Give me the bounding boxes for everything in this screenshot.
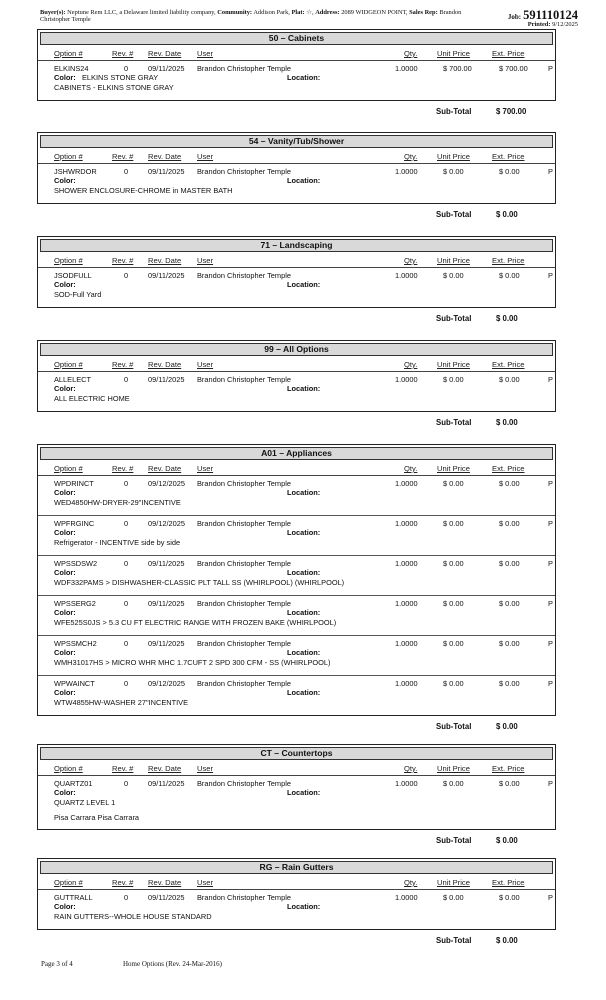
unit-price: $ 0.00 — [443, 893, 464, 902]
section-title: CT – Countertops — [40, 747, 553, 760]
revision-date: 09/11/2025 — [148, 64, 185, 73]
subtotal-value: $ 0.00 — [496, 936, 518, 945]
ext-price: $ 0.00 — [499, 679, 520, 688]
option-code: ELKINS24 — [54, 64, 89, 73]
form-revision: Home Options (Rev. 24-Mar-2016) — [123, 960, 222, 968]
quantity: 1.0000 — [395, 167, 418, 176]
subtotal-row — [0, 210, 606, 222]
ext-price: $ 0.00 — [499, 167, 520, 176]
col-unit-price-header: Unit Price — [437, 360, 470, 369]
user-name: Brandon Christopher Temple — [197, 271, 291, 280]
buyer-label: Buyer(s): — [40, 9, 66, 16]
col-unit-price-header: Unit Price — [437, 464, 470, 473]
col-qty-header: Qty. — [404, 764, 418, 773]
item-description: CABINETS - ELKINS STONE GRAY — [54, 83, 174, 92]
col-qty-header: Qty. — [404, 49, 418, 58]
location-label: Location: — [287, 568, 321, 577]
user-name: Brandon Christopher Temple — [197, 64, 291, 73]
col-option-header: Option # — [54, 764, 83, 773]
unit-price: $ 0.00 — [443, 679, 464, 688]
col-unit-price-header: Unit Price — [437, 256, 470, 265]
section-title: A01 – Appliances — [40, 447, 553, 460]
col-user-header: User — [197, 464, 214, 473]
sales-rep-value: Brandon Christopher Temple — [40, 9, 462, 24]
subtotal-row — [0, 722, 606, 734]
status-flag: P — [548, 64, 553, 73]
user-name: Brandon Christopher Temple — [197, 519, 291, 528]
color-label: Color: — [54, 176, 76, 185]
ext-price: $ 0.00 — [499, 271, 520, 280]
item-description: SOD-Full Yard — [54, 290, 102, 299]
location-label: Location: — [287, 73, 321, 82]
revision-date: 09/11/2025 — [148, 893, 185, 902]
status-flag: P — [548, 519, 553, 528]
color-label: Color: — [54, 384, 76, 393]
option-item — [38, 596, 555, 636]
quantity: 1.0000 — [395, 599, 418, 608]
ext-price: $ 0.00 — [499, 893, 520, 902]
option-section — [37, 236, 556, 308]
option-code: WPSSDSW2 — [54, 559, 98, 568]
col-unit-price-header: Unit Price — [437, 152, 470, 161]
unit-price: $ 700.00 — [443, 64, 472, 73]
col-option-header: Option # — [54, 256, 83, 265]
job-label: Job: — [507, 13, 522, 21]
col-option-header: Option # — [54, 49, 83, 58]
user-name: Brandon Christopher Temple — [197, 679, 291, 688]
revision-date: 09/12/2025 — [148, 479, 185, 488]
revision-number: 0 — [124, 779, 129, 788]
buyer-value: Neptune Rem LLC, a Delaware limited liability company, — [67, 9, 216, 16]
subtotal-label: Sub-Total — [436, 107, 472, 116]
subtotal-label: Sub-Total — [436, 722, 472, 731]
ext-price: $ 0.00 — [499, 559, 520, 568]
item-description: WFE525S0JS > 5.3 CU FT ELECTRIC RANGE WITH FROZEN BAKE (WHIRLPOOL) — [54, 618, 337, 627]
revision-date: 09/11/2025 — [148, 639, 185, 648]
item-description: Refrigerator - INCENTIVE side by side — [54, 538, 181, 547]
color-label: Color: — [54, 788, 76, 797]
item-description: WMH31017HS > MICRO WHR MHC 1.7CUFT 2 SPD 300 CFM - SS (WHIRLPOOL) — [54, 658, 331, 667]
section-title: 99 – All Options — [40, 343, 553, 356]
color-label: Color: — [54, 688, 76, 697]
option-section — [37, 29, 556, 101]
subtotal-label: Sub-Total — [436, 936, 472, 945]
col-rev-header: Rev. # — [112, 360, 134, 369]
status-flag: P — [548, 639, 553, 648]
color-label: Color: — [54, 488, 76, 497]
subtotal-label: Sub-Total — [436, 210, 472, 219]
item-description-extra: Pisa Carrara Pisa Carrara — [54, 813, 140, 822]
plat-label: Plat: — [291, 9, 305, 16]
option-section — [37, 444, 556, 716]
col-user-header: User — [197, 764, 214, 773]
location-label: Location: — [287, 280, 321, 289]
col-ext-price-header: Ext. Price — [492, 152, 525, 161]
quantity: 1.0000 — [395, 679, 418, 688]
col-user-header: User — [197, 152, 214, 161]
option-code: WPDRINCT — [54, 479, 94, 488]
unit-price: $ 0.00 — [443, 559, 464, 568]
job-info — [508, 8, 578, 28]
col-option-header: Option # — [54, 878, 83, 887]
revision-number: 0 — [124, 64, 129, 73]
location-label: Location: — [287, 648, 321, 657]
user-name: Brandon Christopher Temple — [197, 479, 291, 488]
item-description: WTW4855HW-WASHER 27"INCENTIVE — [54, 698, 189, 707]
color-label: Color: — [54, 902, 76, 911]
col-rev-date-header: Rev. Date — [148, 878, 182, 887]
option-section — [37, 132, 556, 204]
location-label: Location: — [287, 488, 321, 497]
address-value: 2089 WIDGEON POINT, — [341, 9, 408, 16]
status-flag: P — [548, 893, 553, 902]
option-item — [38, 372, 555, 411]
subtotal-value: $ 0.00 — [496, 836, 518, 845]
item-description: SHOWER ENCLOSURE-CHROME in MASTER BATH — [54, 186, 233, 195]
location-label: Location: — [287, 688, 321, 697]
col-rev-date-header: Rev. Date — [148, 152, 182, 161]
col-qty-header: Qty. — [404, 878, 418, 887]
status-flag: P — [548, 679, 553, 688]
column-header-row — [38, 252, 555, 268]
subtotal-row — [0, 314, 606, 326]
revision-number: 0 — [124, 271, 129, 280]
col-rev-date-header: Rev. Date — [148, 49, 182, 58]
sales-rep-label: Sales Rep: — [409, 9, 438, 16]
address-label: Address: — [315, 9, 340, 16]
col-user-header: User — [197, 360, 214, 369]
status-flag: P — [548, 271, 553, 280]
col-rev-header: Rev. # — [112, 256, 134, 265]
ext-price: $ 0.00 — [499, 519, 520, 528]
quantity: 1.0000 — [395, 639, 418, 648]
col-ext-price-header: Ext. Price — [492, 360, 525, 369]
buyer-info — [40, 9, 480, 24]
revision-number: 0 — [124, 375, 129, 384]
subtotal-value: $ 0.00 — [496, 210, 518, 219]
col-option-header: Option # — [54, 152, 83, 161]
quantity: 1.0000 — [395, 375, 418, 384]
section-title: 54 – Vanity/Tub/Shower — [40, 135, 553, 148]
quantity: 1.0000 — [395, 64, 418, 73]
option-section — [37, 858, 556, 930]
col-qty-header: Qty. — [404, 360, 418, 369]
col-rev-date-header: Rev. Date — [148, 464, 182, 473]
col-ext-price-header: Ext. Price — [492, 49, 525, 58]
subtotal-label: Sub-Total — [436, 836, 472, 845]
option-item — [38, 476, 555, 516]
revision-number: 0 — [124, 893, 129, 902]
user-name: Brandon Christopher Temple — [197, 639, 291, 648]
ext-price: $ 0.00 — [499, 639, 520, 648]
option-section — [37, 340, 556, 412]
col-unit-price-header: Unit Price — [437, 49, 470, 58]
section-title: 50 – Cabinets — [40, 32, 553, 45]
col-qty-header: Qty. — [404, 464, 418, 473]
page-header — [0, 0, 606, 26]
location-label: Location: — [287, 384, 321, 393]
option-section — [37, 744, 556, 830]
col-rev-date-header: Rev. Date — [148, 360, 182, 369]
user-name: Brandon Christopher Temple — [197, 599, 291, 608]
option-item — [38, 556, 555, 596]
subtotal-row — [0, 418, 606, 430]
revision-number: 0 — [124, 519, 129, 528]
revision-number: 0 — [124, 679, 129, 688]
subtotal-value: $ 700.00 — [496, 107, 527, 116]
ext-price: $ 0.00 — [499, 375, 520, 384]
revision-date: 09/11/2025 — [148, 559, 185, 568]
ext-price: $ 0.00 — [499, 599, 520, 608]
status-flag: P — [548, 375, 553, 384]
item-description: RAIN GUTTERS--WHOLE HOUSE STANDARD — [54, 912, 212, 921]
revision-date: 09/11/2025 — [148, 167, 185, 176]
section-title: RG – Rain Gutters — [40, 861, 553, 874]
col-rev-date-header: Rev. Date — [148, 764, 182, 773]
option-code: WPWAINCT — [54, 679, 95, 688]
option-code: WPSSERG2 — [54, 599, 96, 608]
subtotal-row — [0, 107, 606, 119]
color-label: Color: — [54, 73, 76, 82]
revision-number: 0 — [124, 167, 129, 176]
col-user-header: User — [197, 878, 214, 887]
col-rev-header: Rev. # — [112, 152, 134, 161]
color-label: Color: — [54, 528, 76, 537]
option-item — [38, 636, 555, 676]
job-number: 591110124 — [523, 8, 578, 22]
option-code: WPSSMCH2 — [54, 639, 97, 648]
quantity: 1.0000 — [395, 893, 418, 902]
option-item — [38, 890, 555, 929]
column-header-row — [38, 874, 555, 890]
col-ext-price-header: Ext. Price — [492, 464, 525, 473]
ext-price: $ 0.00 — [499, 779, 520, 788]
color-label: Color: — [54, 608, 76, 617]
col-rev-header: Rev. # — [112, 49, 134, 58]
quantity: 1.0000 — [395, 519, 418, 528]
quantity: 1.0000 — [395, 271, 418, 280]
item-description: QUARTZ LEVEL 1 — [54, 798, 116, 807]
revision-date: 09/12/2025 — [148, 519, 185, 528]
printed-label: Printed: — [527, 21, 551, 28]
community-value: Addison Park, — [253, 9, 290, 16]
unit-price: $ 0.00 — [443, 519, 464, 528]
col-user-header: User — [197, 256, 214, 265]
unit-price: $ 0.00 — [443, 479, 464, 488]
option-item — [38, 776, 555, 829]
option-item — [38, 61, 555, 100]
subtotal-row — [0, 836, 606, 848]
option-item — [38, 268, 555, 307]
color-label: Color: — [54, 568, 76, 577]
option-code: JSHWRDOR — [54, 167, 97, 176]
user-name: Brandon Christopher Temple — [197, 559, 291, 568]
ext-price: $ 0.00 — [499, 479, 520, 488]
revision-date: 09/11/2025 — [148, 271, 185, 280]
location-label: Location: — [287, 608, 321, 617]
col-unit-price-header: Unit Price — [437, 764, 470, 773]
status-flag: P — [548, 479, 553, 488]
option-code: ALLELECT — [54, 375, 91, 384]
user-name: Brandon Christopher Temple — [197, 167, 291, 176]
column-header-row — [38, 45, 555, 61]
revision-number: 0 — [124, 639, 129, 648]
color-label: Color: — [54, 280, 76, 289]
column-header-row — [38, 148, 555, 164]
option-code: JSODFULL — [54, 271, 92, 280]
col-ext-price-header: Ext. Price — [492, 256, 525, 265]
col-unit-price-header: Unit Price — [437, 878, 470, 887]
location-label: Location: — [287, 176, 321, 185]
status-flag: P — [548, 779, 553, 788]
revision-number: 0 — [124, 559, 129, 568]
community-label: Community: — [217, 9, 253, 16]
unit-price: $ 0.00 — [443, 375, 464, 384]
col-ext-price-header: Ext. Price — [492, 764, 525, 773]
color-label: Color: — [54, 648, 76, 657]
printed-date: 9/12/2025 — [552, 21, 578, 28]
option-code: QUARTZ01 — [54, 779, 93, 788]
unit-price: $ 0.00 — [443, 599, 464, 608]
location-label: Location: — [287, 902, 321, 911]
revision-date: 09/11/2025 — [148, 599, 185, 608]
user-name: Brandon Christopher Temple — [197, 893, 291, 902]
revision-date: 09/12/2025 — [148, 679, 185, 688]
col-option-header: Option # — [54, 360, 83, 369]
subtotal-label: Sub-Total — [436, 314, 472, 323]
unit-price: $ 0.00 — [443, 271, 464, 280]
quantity: 1.0000 — [395, 559, 418, 568]
status-flag: P — [548, 167, 553, 176]
col-rev-header: Rev. # — [112, 878, 134, 887]
subtotal-value: $ 0.00 — [496, 722, 518, 731]
option-code: WPFRGINC — [54, 519, 95, 528]
unit-price: $ 0.00 — [443, 639, 464, 648]
column-header-row — [38, 356, 555, 372]
col-user-header: User — [197, 49, 214, 58]
status-flag: P — [548, 599, 553, 608]
revision-number: 0 — [124, 599, 129, 608]
user-name: Brandon Christopher Temple — [197, 779, 291, 788]
subtotal-row — [0, 936, 606, 948]
plat-value: ☆, — [306, 9, 314, 16]
subtotal-value: $ 0.00 — [496, 418, 518, 427]
section-title: 71 – Landscaping — [40, 239, 553, 252]
col-qty-header: Qty. — [404, 256, 418, 265]
revision-date: 09/11/2025 — [148, 779, 185, 788]
col-rev-header: Rev. # — [112, 764, 134, 773]
item-description: WDF332PAMS > DISHWASHER-CLASSIC PLT TALL SS (WHIRLPOOL) (WHIRLPOOL) — [54, 578, 345, 587]
unit-price: $ 0.00 — [443, 779, 464, 788]
col-rev-date-header: Rev. Date — [148, 256, 182, 265]
col-qty-header: Qty. — [404, 152, 418, 161]
subtotal-label: Sub-Total — [436, 418, 472, 427]
subtotal-value: $ 0.00 — [496, 314, 518, 323]
item-description: ALL ELECTRIC HOME — [54, 394, 130, 403]
column-header-row — [38, 760, 555, 776]
col-rev-header: Rev. # — [112, 464, 134, 473]
col-option-header: Option # — [54, 464, 83, 473]
item-description: WED4850HW-DRYER-29"INCENTIVE — [54, 498, 181, 507]
status-flag: P — [548, 559, 553, 568]
location-label: Location: — [287, 528, 321, 537]
option-item — [38, 516, 555, 556]
page-number: Page 3 of 4 — [41, 960, 73, 968]
column-header-row — [38, 460, 555, 476]
location-label: Location: — [287, 788, 321, 797]
color-value: ELKINS STONE GRAY — [82, 73, 159, 82]
revision-number: 0 — [124, 479, 129, 488]
ext-price: $ 700.00 — [499, 64, 528, 73]
option-item — [38, 164, 555, 203]
option-code: GUTTRALL — [54, 893, 93, 902]
revision-date: 09/11/2025 — [148, 375, 185, 384]
quantity: 1.0000 — [395, 779, 418, 788]
quantity: 1.0000 — [395, 479, 418, 488]
user-name: Brandon Christopher Temple — [197, 375, 291, 384]
option-item — [38, 676, 555, 715]
col-ext-price-header: Ext. Price — [492, 878, 525, 887]
unit-price: $ 0.00 — [443, 167, 464, 176]
